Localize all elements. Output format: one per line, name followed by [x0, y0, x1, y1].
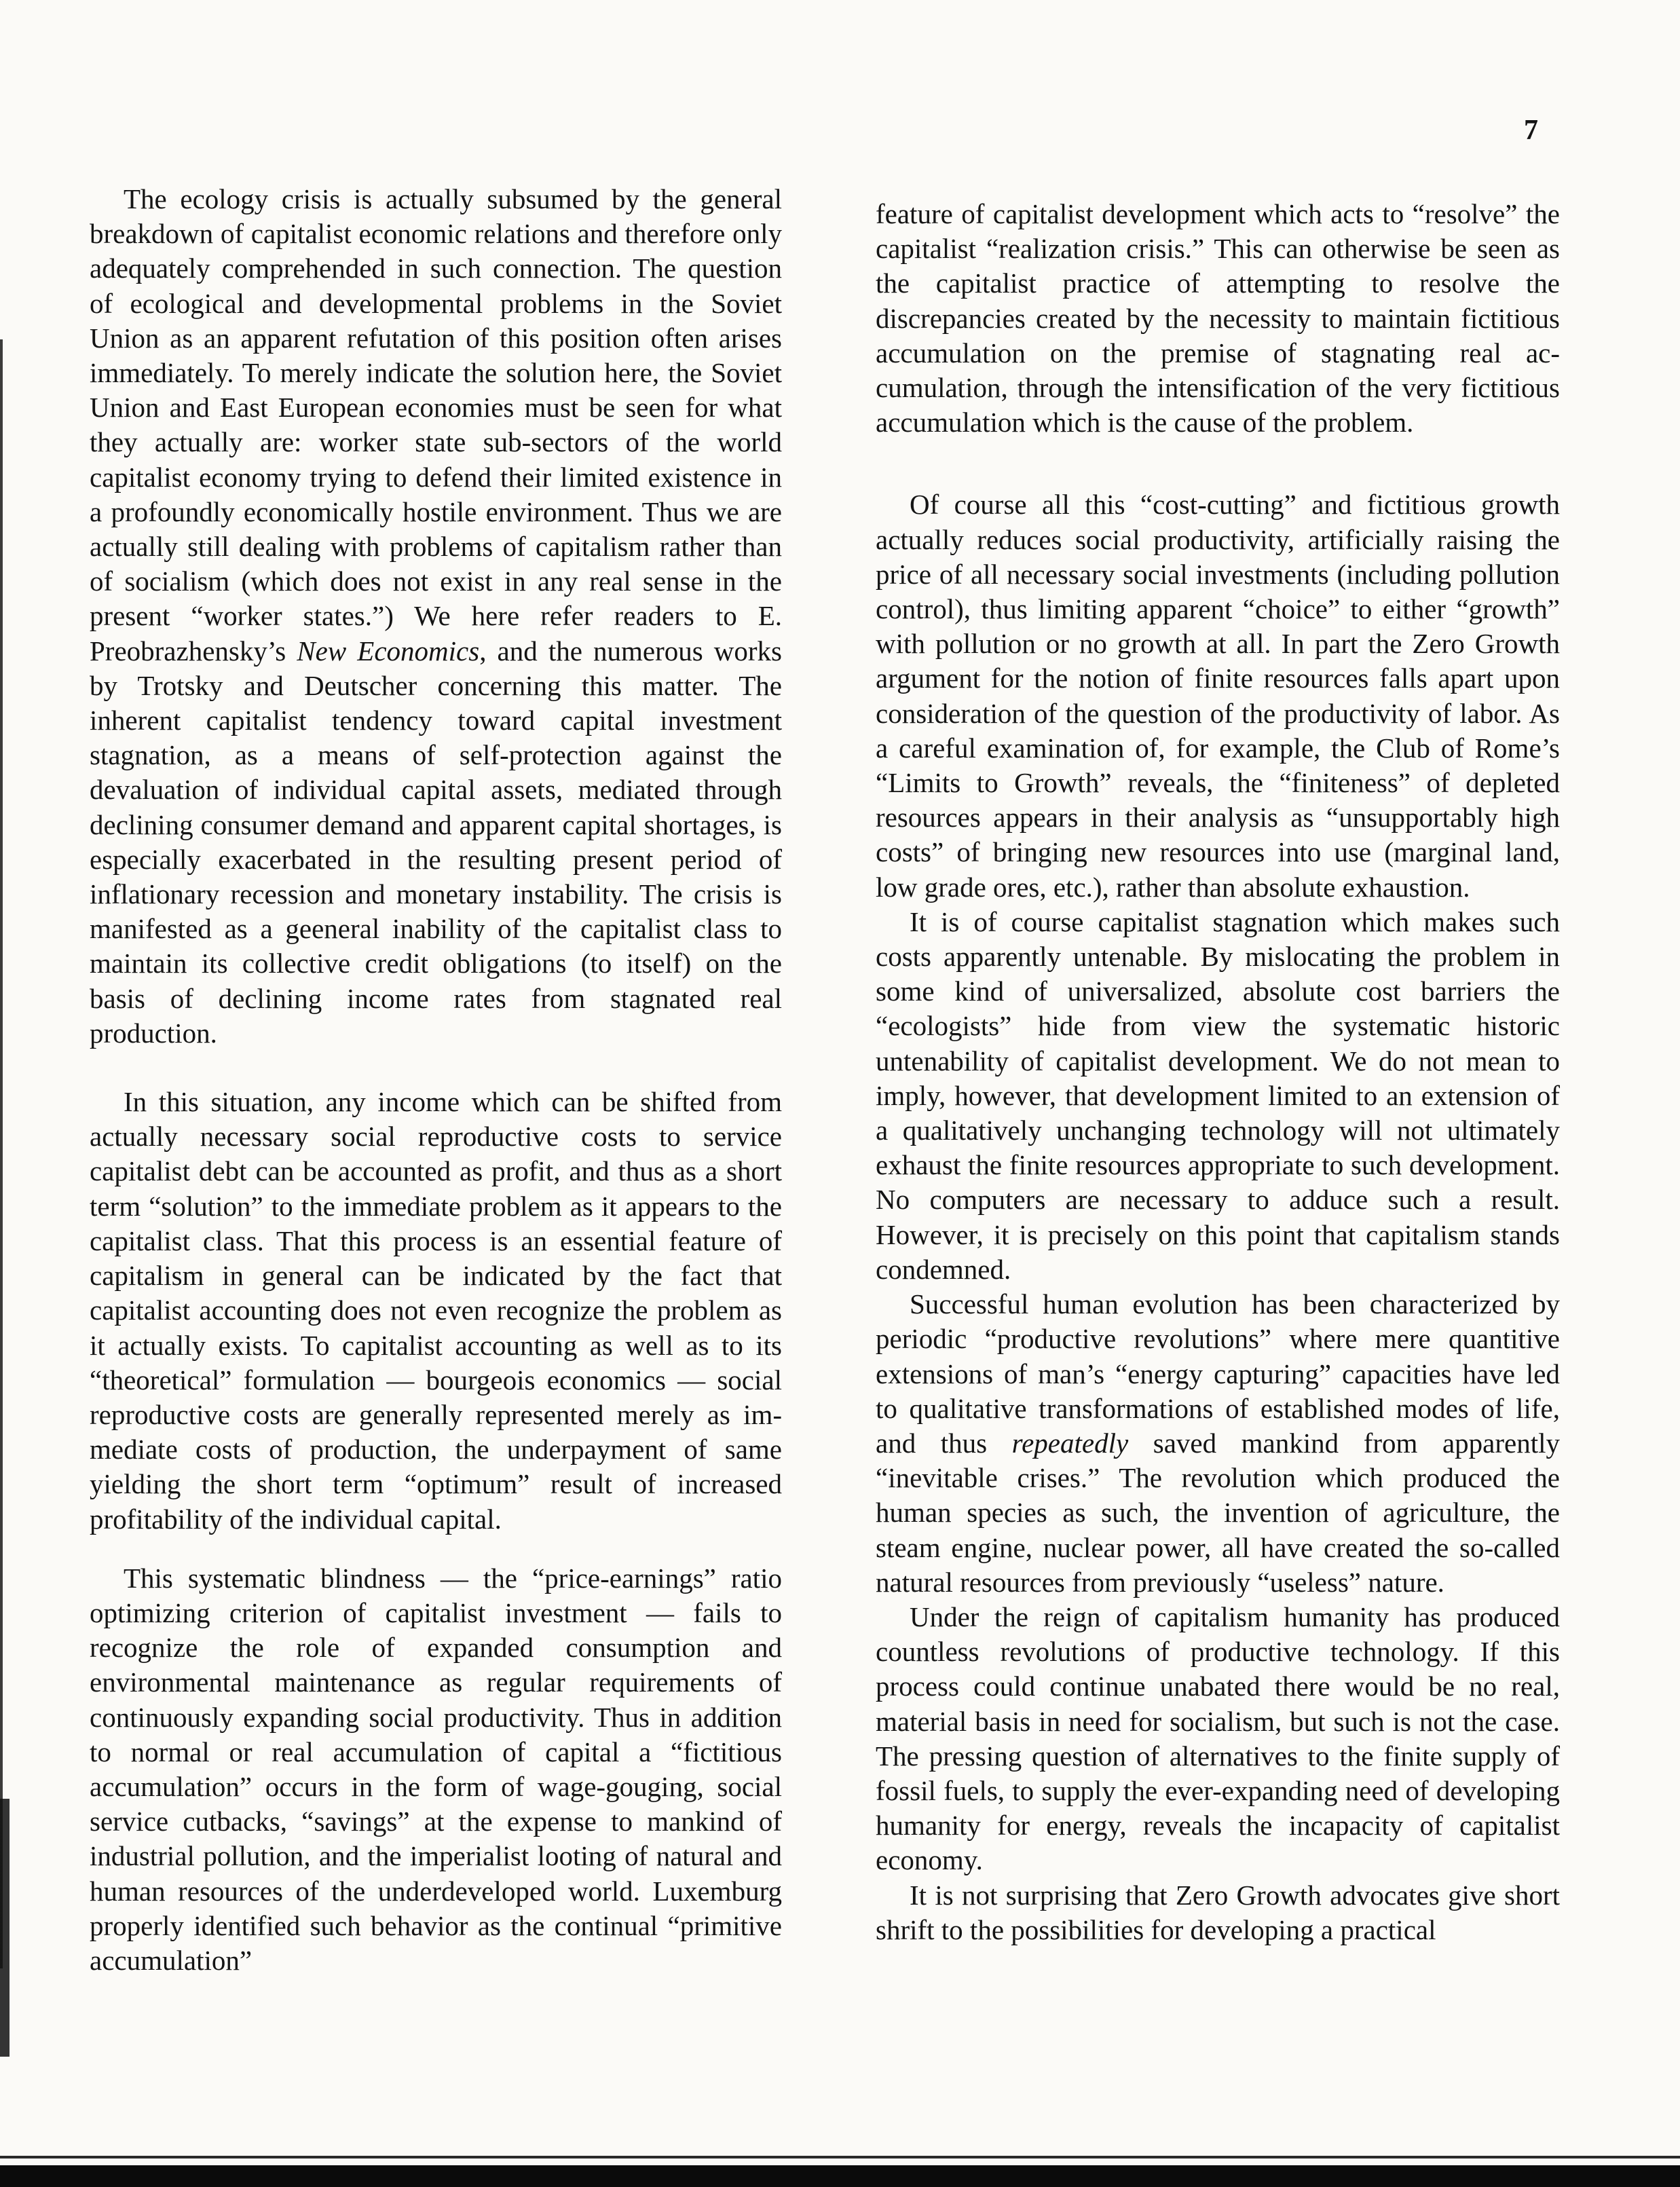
- paragraph: Successful human evolution has been characterized by periodic “productive revolutions” where mere quantitive extensions of man’s “energy capturing” capacities have led to qualitative transformations of established modes of life, and thus repeatedly saved mankind from apparently “inevitable crises.” The revolution which produced the human species as such, the invention of agriculture, the steam engine, nuclear power, all have created the so-called natural resources from previously “useless” nature.: [876, 1288, 1560, 1598]
- paragraph: This systematic blindness — the “price-earnings” ratio optimizing criterion of capitalist investment — fails to recognize the role of expanded consumption and environmental maintenance as regular requirements of continuously expanding social productivity. Thus in addition to normal or real accumulation of capital a “fictitious accumulation” occurs in the form of wage-gouging, social service cutbacks, “savings” at the expense to mankind of industrial pollution, and the imperialist looting of natural and human resources of the underdeveloped world. Luxemburg properly identified such behavior as the continual “primitive accumulation”: [90, 1562, 782, 1976]
- left-column: [90, 182, 782, 1978]
- scan-edge-mark: [0, 339, 7, 1968]
- paragraph: Of course all this “cost-cutting” and fictitious growth actually reduces social productivity, artificially raising the price of all necessary social investments (including pollution control), thus limiting apparent “choice” to either “growth” with pollution or no growth at all. In part the Zero Growth argument for the notion of finite resources falls apart upon consideration of the question of the productivity of labor. As a careful examination of, for example, the Club of Rome’s “Limits to Growth” reveals, the “finiteness” of depleted resources appears in their analysis as “unsupportably high costs” of bringing new resources into use (marginal land, low grade ores, etc.), rather than absolute exhaustion.: [876, 489, 1560, 903]
- italic-word: repeatedly: [1011, 1427, 1129, 1459]
- paragraph: It is not surprising that Zero Growth advocates give short shrift to the possibilities for developing a practical: [876, 1879, 1560, 1945]
- paragraph: feature of capitalist development which acts to “resolve” the capitalist “realization crisis.” This can otherwise be seen as the capitalist practice of attempting to resolve the discrepancies created by the necessity to maintain fictitious accumulation on the premise of stagnating real accumulation, through the intensification of the very fictitious accumulation which is the cause of the problem.: [876, 198, 1560, 438]
- paragraph: The ecology crisis is actually subsumed by the general breakdown of capitalist economic relations and therefore only adequately comprehended in such connection. The question of ecological and developmental problems in the Soviet Union as an apparent refutation of this position often arises immediately. To merely indicate the solution here, the Soviet Union and East European economies must be seen for what they actually are: worker state sub-sectors of the world capitalist economy trying to defend their limited existence in a profoundly economically hostile environment. Thus we are actually still dealing with problems of capitalism rather than of socialism (which does not exist in any real sense in the present “worker states.”) We here refer readers to E. Preobrazhensky’s New Economics, and the numerous works by Trotsky and Deutscher concerning this matter. The inherent capitalist tendency toward capital investment stagnation, as a means of self-protection against the devaluation of individual capital assets, mediated through declining consumer demand and apparent capital shortages, is especially exacerbated in the resulting present period of inflationary recession and monetary instability. The crisis is manifested as a geeneral inability of the capitalist class to maintain its collective credit obligations (to itself) on the basis of declining income rates from stagnated real production.: [90, 183, 783, 1049]
- paragraph: Under the reign of capitalism humanity has produced countless revolutions of productive technology. If this process could continue unabated there would be no real, material basis in need for socialism, but such is not the case. The pressing question of alternatives to the finite supply of fossil fuels, to supply the ever-expanding need of developing humanity for energy, reveals the incapacity of capitalist economy.: [876, 1601, 1560, 1876]
- page-number: 7: [1524, 115, 1538, 146]
- right-column: [876, 197, 1560, 1947]
- paragraph: It is of course capitalist stagnation which makes such costs apparently untenable. By mislocating the problem in some kind of universalized, absolute cost barriers the “ecologists” hide from view the systematic historic untenability of capitalist development. We do not mean to imply, however, that development limited to an extension of a qualitatively unchanging technology will not ultimately exhaust the finite resources appropriate to such development. No computers are necessary to adduce such a result. However, it is precisely on this point that capitalism stands condemned.: [876, 905, 1560, 1285]
- bottom-border: [0, 2165, 1680, 2187]
- paragraph: In this situation, any income which can be shifted from actually necessary social reproductive costs to service capitalist debt can be accounted as profit, and thus as a short term “solution” to the immediate problem as it appears to the capitalist class. That this process is an essential feature of capitalism in general can be indicated by the fact that capitalist accounting does not even recognize the problem as it actually exists. To capitalist accounting as well as to its “theoretical” formulation — bourgeois economics — social reproductive costs are generally represented merely as immediate costs of production, the underpayment of same yielding the short term “optimum” result of increased profitability of the individual capital.: [90, 1086, 782, 1535]
- scan-edge-mark-lower: [0, 1799, 15, 2057]
- italic-title: New Economics: [297, 635, 480, 667]
